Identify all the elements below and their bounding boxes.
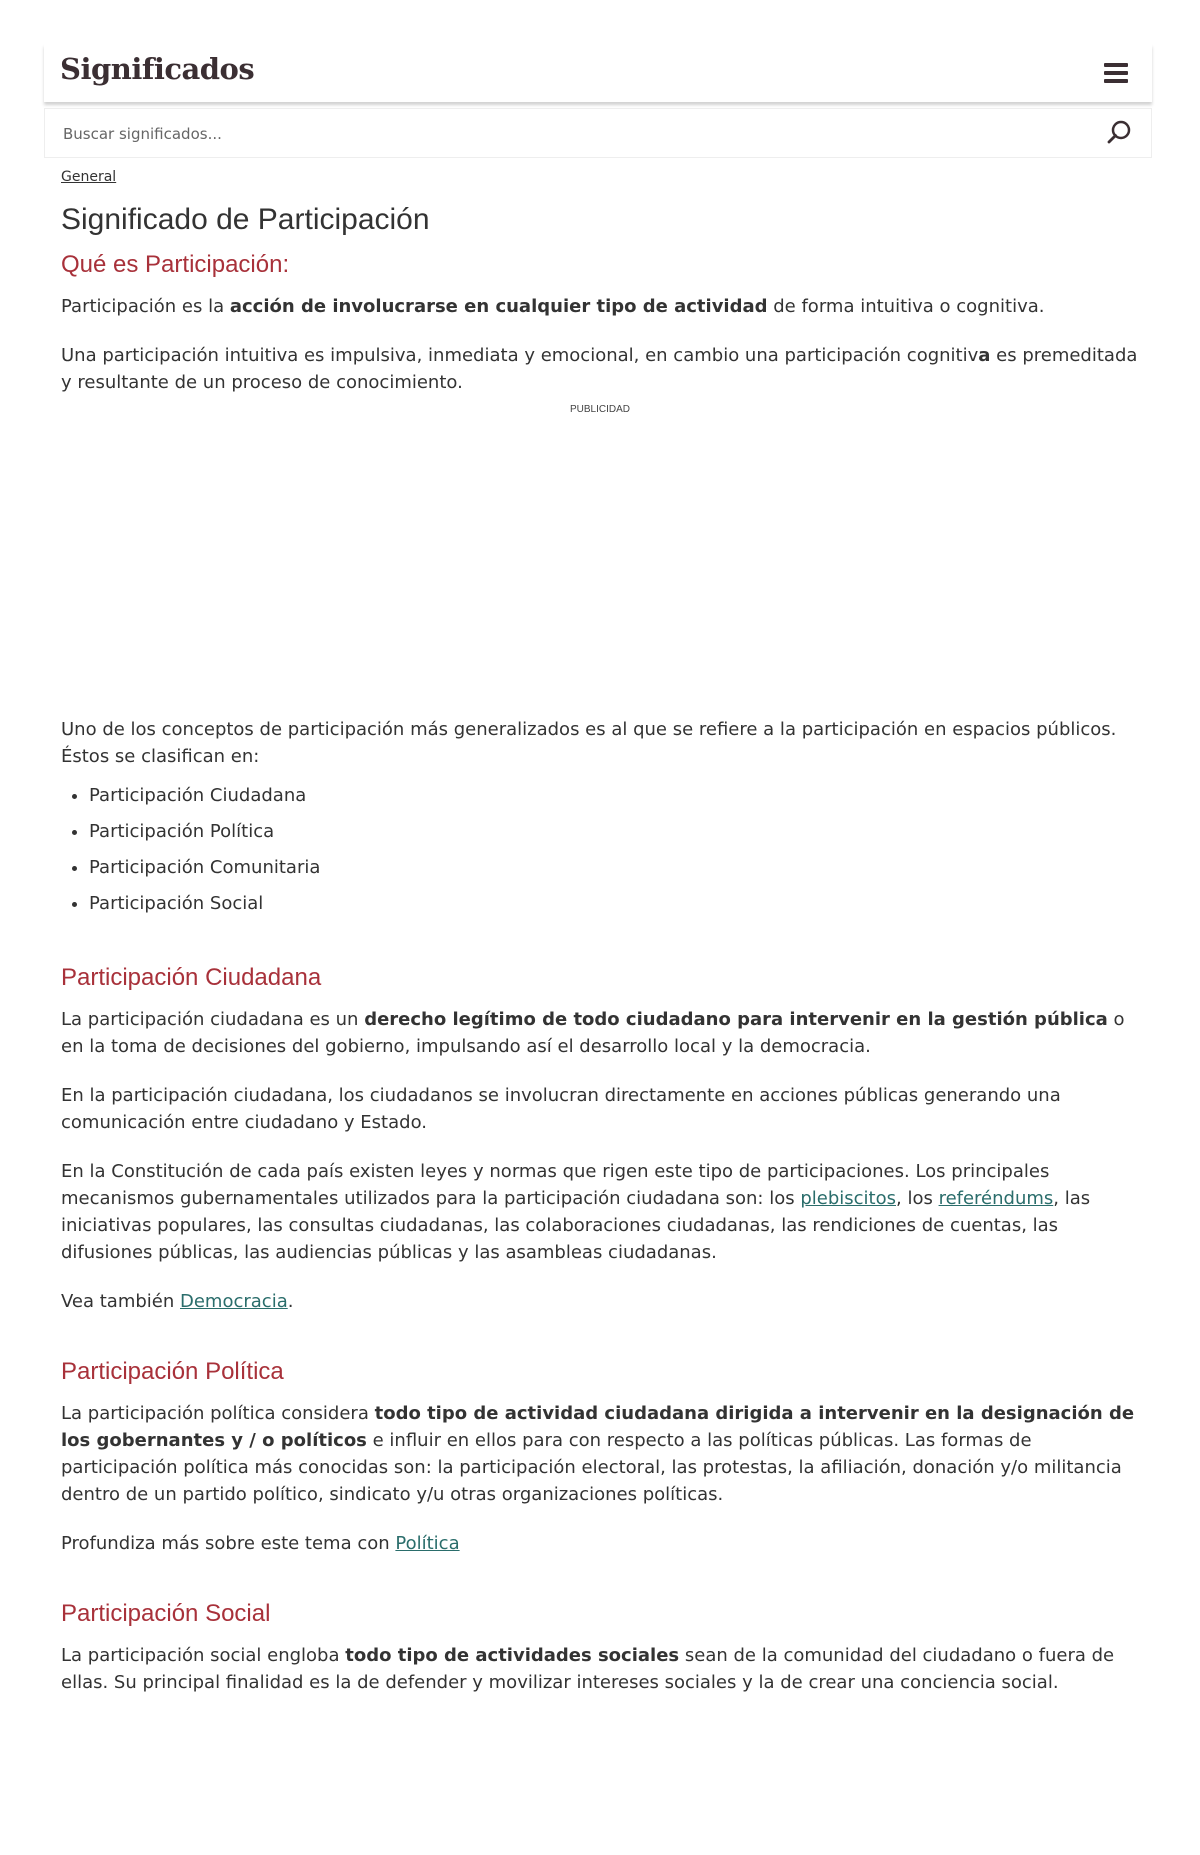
site-logo[interactable]: Significados xyxy=(60,52,255,86)
section-heading-ciudadana: Participación Ciudadana xyxy=(61,964,322,991)
politica-link[interactable]: Política xyxy=(395,1533,460,1554)
section-heading-social: Participación Social xyxy=(61,1600,271,1627)
referendums-link[interactable]: referéndums xyxy=(938,1188,1054,1209)
types-intro: Uno de los conceptos de participación más generalizados es al que se refiere a la participación en espacios públicos. Éstos se clasifican en: xyxy=(61,719,1117,767)
ciudadana-paragraph-4: Vea también Democracia. xyxy=(61,1291,294,1312)
section-heading-politica: Participación Política xyxy=(61,1358,284,1385)
social-paragraph-1: La participación social engloba todo tipo de actividades sociales sean de la comunidad del ciudadano o fuera de ellas. Su principal finalidad es la de defender y movilizar intereses sociales y la de crear una conciencia social. xyxy=(61,1645,1115,1693)
intro-paragraph-2: Una participación intuitiva es impulsiva, inmediata y emocional, en cambio una participación cognitiva es premeditada y resultante de un proceso de conocimiento. xyxy=(61,345,1138,393)
politica-paragraph-2: Profundiza más sobre este tema con Política xyxy=(61,1533,460,1554)
page-title: Significado de Participación xyxy=(61,203,430,236)
article xyxy=(61,166,1139,1696)
search-icon[interactable] xyxy=(1103,117,1135,149)
plebiscitos-link[interactable]: plebiscitos xyxy=(800,1188,896,1209)
breadcrumb[interactable]: General xyxy=(61,169,117,185)
list-item: • Participación Política xyxy=(89,818,1139,845)
ciudadana-paragraph-1: La participación ciudadana es un derecho legítimo de todo ciudadano para intervenir en la gestión pública o en la toma de decisiones del gobierno, impulsando así el desarrollo local y la democracia. xyxy=(61,1009,1125,1057)
ad-space xyxy=(61,415,1139,715)
search-input[interactable] xyxy=(61,117,1065,151)
menu-icon[interactable] xyxy=(1104,63,1128,85)
list-item: • Participación Ciudadana xyxy=(89,782,1139,809)
list-item: • Participación Comunitaria xyxy=(89,854,1139,881)
ciudadana-paragraph-3: En la Constitución de cada país existen leyes y normas que rigen este tipo de participaciones. Los principales mecanismos gubernamentales utilizados para la participación ciudadana son: los plebiscitos, los referéndums, las iniciativas populares, las consultas ciudadanas, las colaboraciones ciudadanas, las rendiciones de cuentas, las difusiones públicas, las audiencias públicas y las asambleas ciudadanas. xyxy=(61,1161,1091,1263)
types-list xyxy=(61,782,1139,917)
list-item: • Participación Social xyxy=(89,890,1139,917)
ad-label: PUBLICIDAD xyxy=(569,404,630,415)
intro-heading: Qué es Participación: xyxy=(61,251,290,278)
intro-paragraph-1: Participación es la acción de involucrarse en cualquier tipo de actividad de forma intuitiva o cognitiva. xyxy=(61,296,1045,317)
search-bar xyxy=(44,108,1152,158)
democracia-link[interactable]: Democracia xyxy=(180,1291,288,1312)
ciudadana-paragraph-2: En la participación ciudadana, los ciudadanos se involucran directamente en acciones públicas generando una comunicación entre ciudadano y Estado. xyxy=(61,1085,1061,1133)
site-header xyxy=(44,44,1152,102)
politica-paragraph-1: La participación política considera todo tipo de actividad ciudadana dirigida a intervenir en la designación de los gobernantes y / o políticos e influir en ellos para con respecto a las políticas públicas. Las formas de participación política más conocidas son: la participación electoral, las protestas, la afiliación, donación y/o militancia dentro de un partido político, sindicato y/u otras organizaciones políticas. xyxy=(61,1403,1135,1505)
